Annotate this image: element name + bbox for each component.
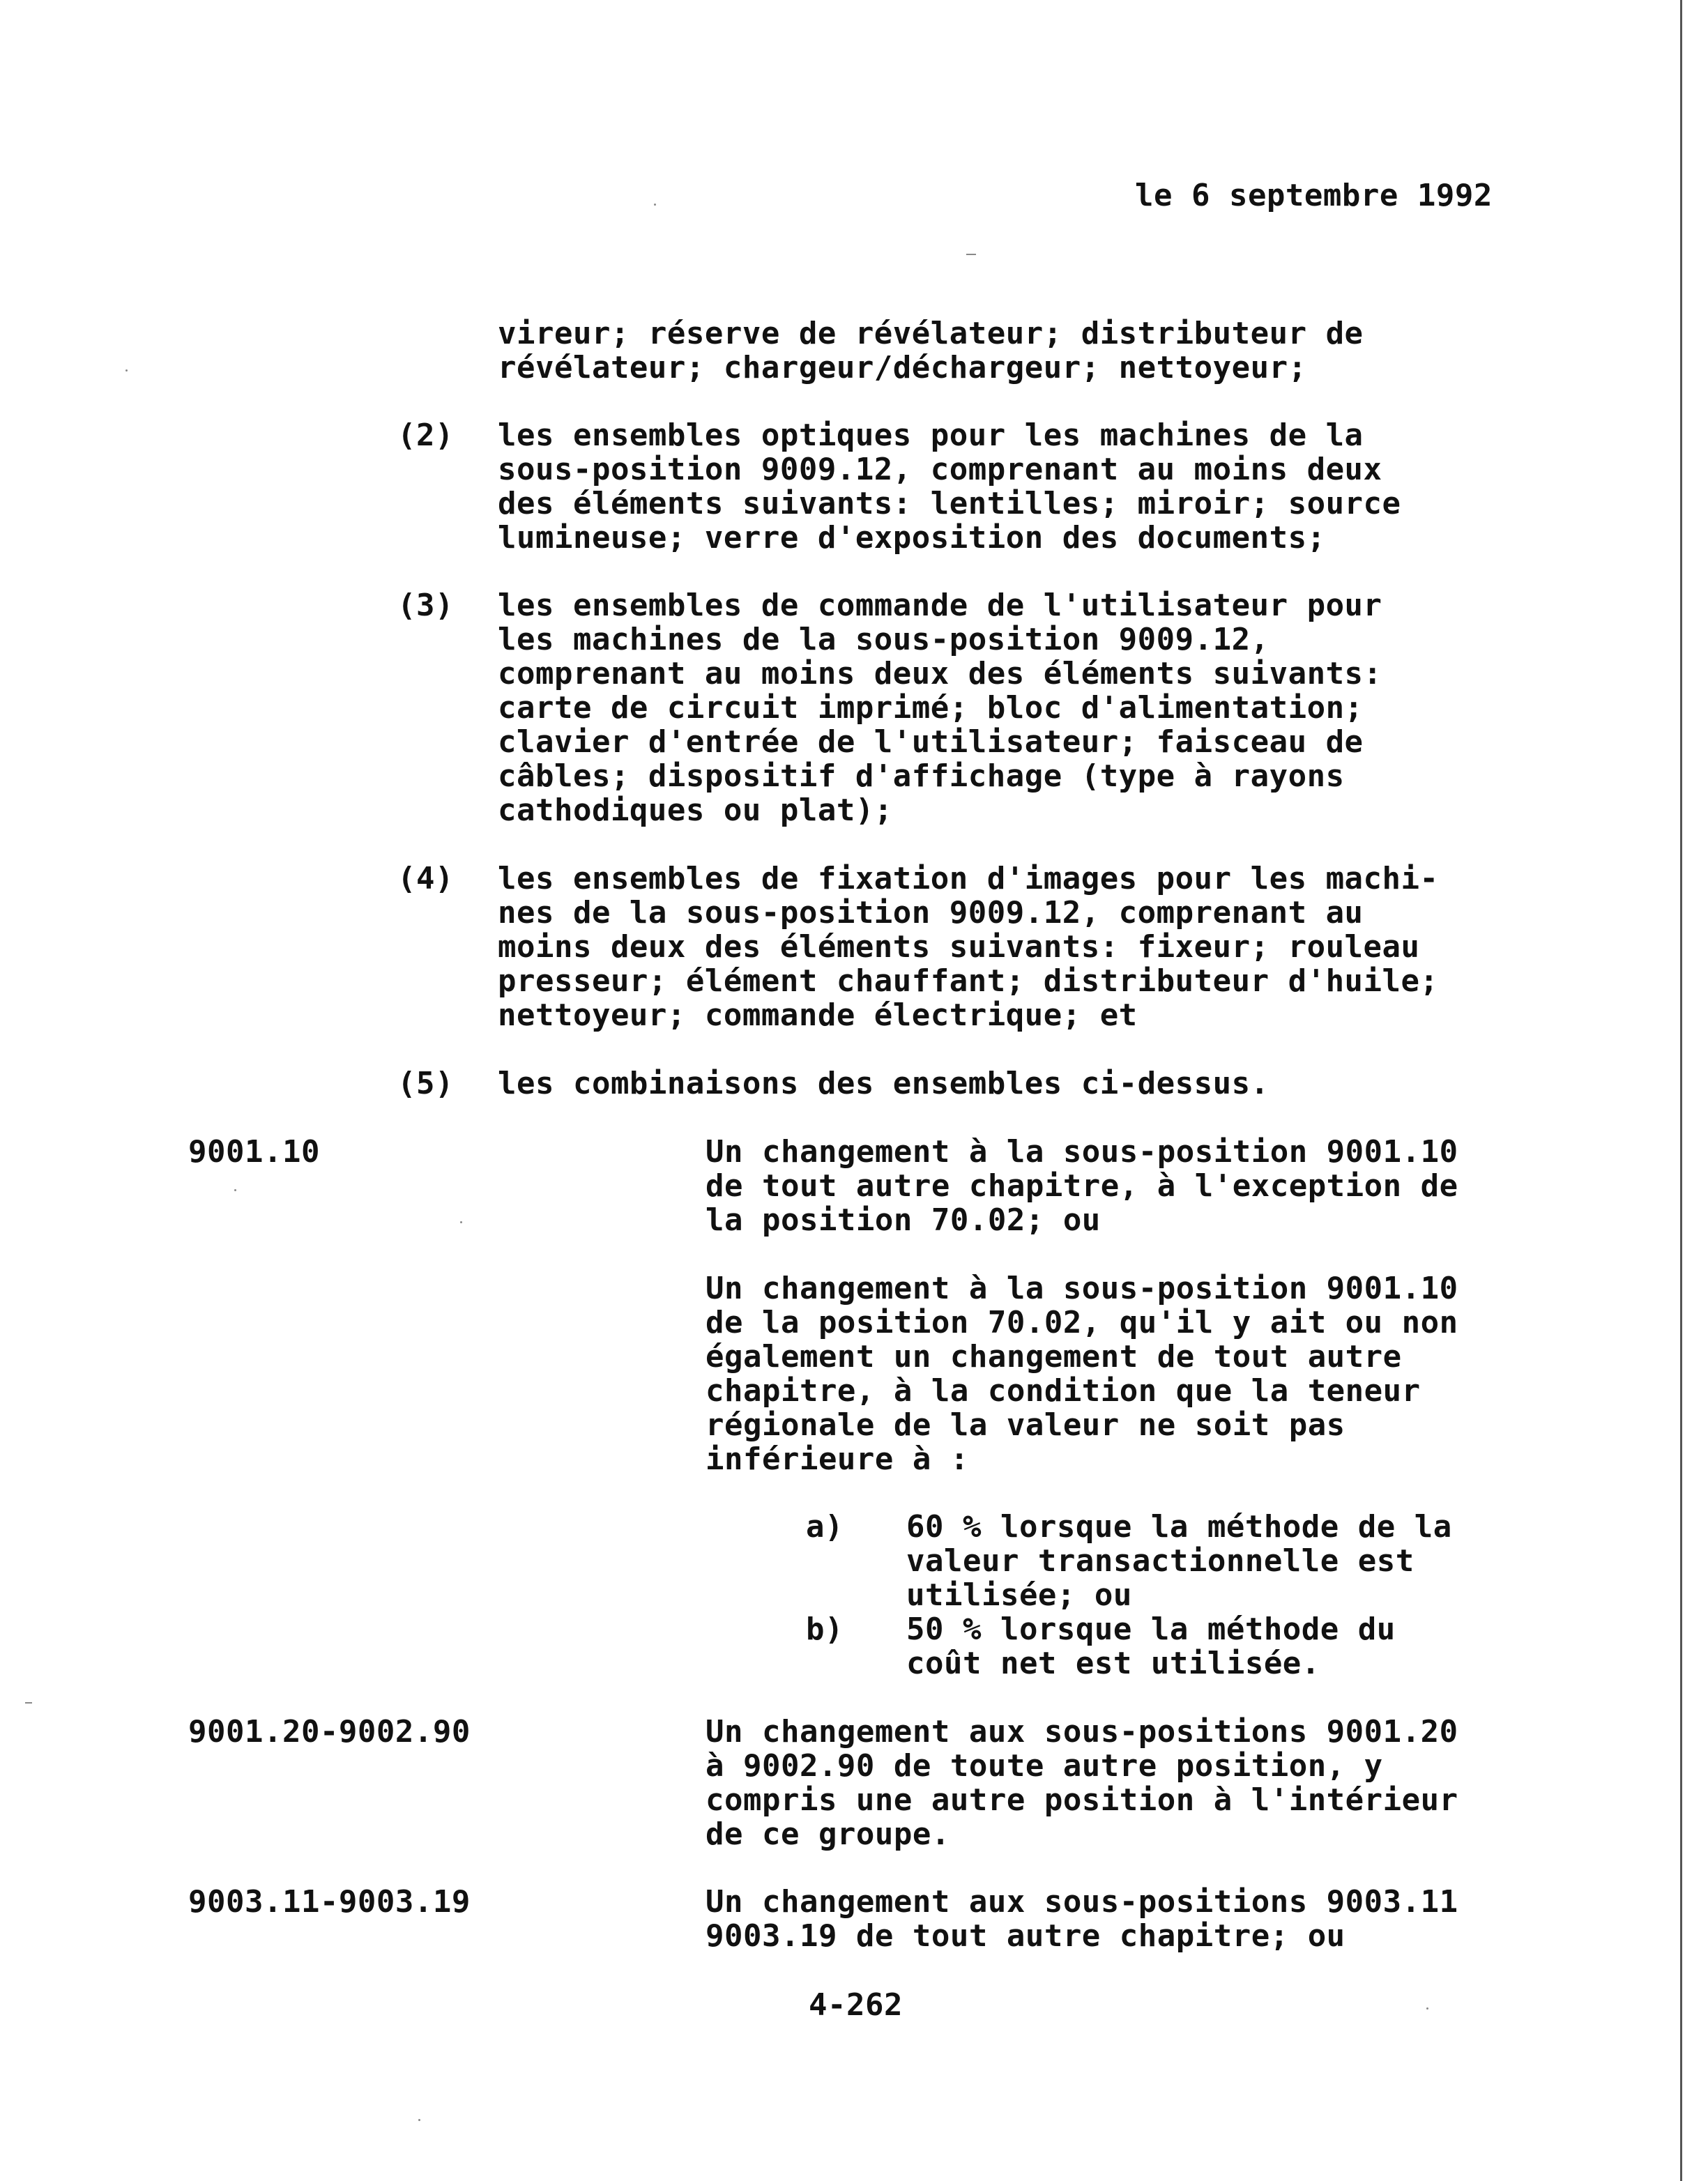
scan-edge xyxy=(1680,0,1682,2181)
rule-line: de ce groupe. xyxy=(706,1816,950,1852)
item-line: cathodiques ou plat); xyxy=(498,793,893,828)
item-marker: (2) xyxy=(397,418,454,453)
rule-line: Un changement aux sous-positions 9001.20 xyxy=(706,1714,1458,1750)
page-number: 4-262 xyxy=(809,1987,903,2023)
rule-line: de tout autre chapitre, à l'exception de xyxy=(706,1168,1458,1204)
item-line: lumineuse; verre d'exposition des documents; xyxy=(498,520,1326,556)
subitem-line: 60 % lorsque la méthode de la xyxy=(906,1509,1452,1545)
scan-speck xyxy=(418,2119,420,2121)
item-line: comprenant au moins deux des éléments suivants: xyxy=(498,656,1382,691)
item-line: nettoyeur; commande électrique; et xyxy=(498,997,1138,1033)
item-marker: (5) xyxy=(397,1066,454,1101)
scan-speck xyxy=(25,1702,32,1704)
scan-speck xyxy=(460,1221,462,1223)
rule-line: également un changement de tout autre xyxy=(706,1339,1402,1375)
tariff-code: 9001.10 xyxy=(188,1134,320,1170)
rule-line: de la position 70.02, qu'il y ait ou non xyxy=(706,1305,1458,1340)
item-line: des éléments suivants: lentilles; miroir; source xyxy=(498,486,1401,521)
item-line: presseur; élément chauffant; distributeur d'huile; xyxy=(498,963,1439,999)
item-line: sous-position 9009.12, comprenant au moins deux xyxy=(498,452,1382,487)
item-line: moins deux des éléments suivants: fixeur; rouleau xyxy=(498,929,1420,965)
continuation-line: révélateur; chargeur/déchargeur; nettoyeur; xyxy=(498,350,1307,385)
item-line: carte de circuit imprimé; bloc d'alimentation; xyxy=(498,690,1364,726)
subitem-marker: b) xyxy=(806,1612,844,1647)
scan-speck xyxy=(1426,2007,1428,2010)
rule-line: Un changement à la sous-position 9001.10 xyxy=(706,1134,1458,1170)
subitem-line: utilisée; ou xyxy=(906,1577,1132,1613)
subitem-marker: a) xyxy=(806,1509,844,1545)
item-line: nes de la sous-position 9009.12, comprenant au xyxy=(498,895,1364,931)
rule-line: régionale de la valeur ne soit pas xyxy=(706,1407,1345,1443)
scan-speck xyxy=(966,254,976,255)
item-line: les ensembles de commande de l'utilisateur pour xyxy=(498,588,1382,623)
rule-line: compris une autre position à l'intérieur xyxy=(706,1782,1458,1818)
tariff-code: 9001.20-9002.90 xyxy=(188,1714,471,1750)
item-line: les ensembles optiques pour les machines de la xyxy=(498,418,1364,453)
continuation-line: vireur; réserve de révélateur; distributeur de xyxy=(498,316,1364,351)
item-line: les machines de la sous-position 9009.12, xyxy=(498,622,1269,657)
subitem-line: 50 % lorsque la méthode du xyxy=(906,1612,1396,1647)
item-line: câbles; dispositif d'affichage (type à rayons xyxy=(498,758,1345,794)
item-line: clavier d'entrée de l'utilisateur; faisceau de xyxy=(498,724,1364,760)
scan-speck xyxy=(234,1189,236,1191)
scan-speck xyxy=(125,369,128,372)
item-marker: (3) xyxy=(397,588,454,623)
rule-line: la position 70.02; ou xyxy=(706,1202,1101,1238)
rule-line: à 9002.90 de toute autre position, y xyxy=(706,1748,1383,1784)
item-line: les ensembles de fixation d'images pour les machi- xyxy=(498,861,1439,896)
rule-line: 9003.19 de tout autre chapitre; ou xyxy=(706,1918,1345,1954)
rule-line: Un changement aux sous-positions 9003.11 xyxy=(706,1884,1458,1920)
scan-speck xyxy=(654,204,656,206)
rule-line: Un changement à la sous-position 9001.10 xyxy=(706,1271,1458,1306)
subitem-line: valeur transactionnelle est xyxy=(906,1543,1415,1579)
rule-line: chapitre, à la condition que la teneur xyxy=(706,1373,1421,1409)
item-line: les combinaisons des ensembles ci-dessus. xyxy=(498,1066,1269,1101)
item-marker: (4) xyxy=(397,861,454,896)
document-date: le 6 septembre 1992 xyxy=(1135,178,1493,213)
tariff-code: 9003.11-9003.19 xyxy=(188,1884,471,1920)
rule-line: inférieure à : xyxy=(706,1441,969,1477)
subitem-line: coût net est utilisée. xyxy=(906,1646,1320,1681)
